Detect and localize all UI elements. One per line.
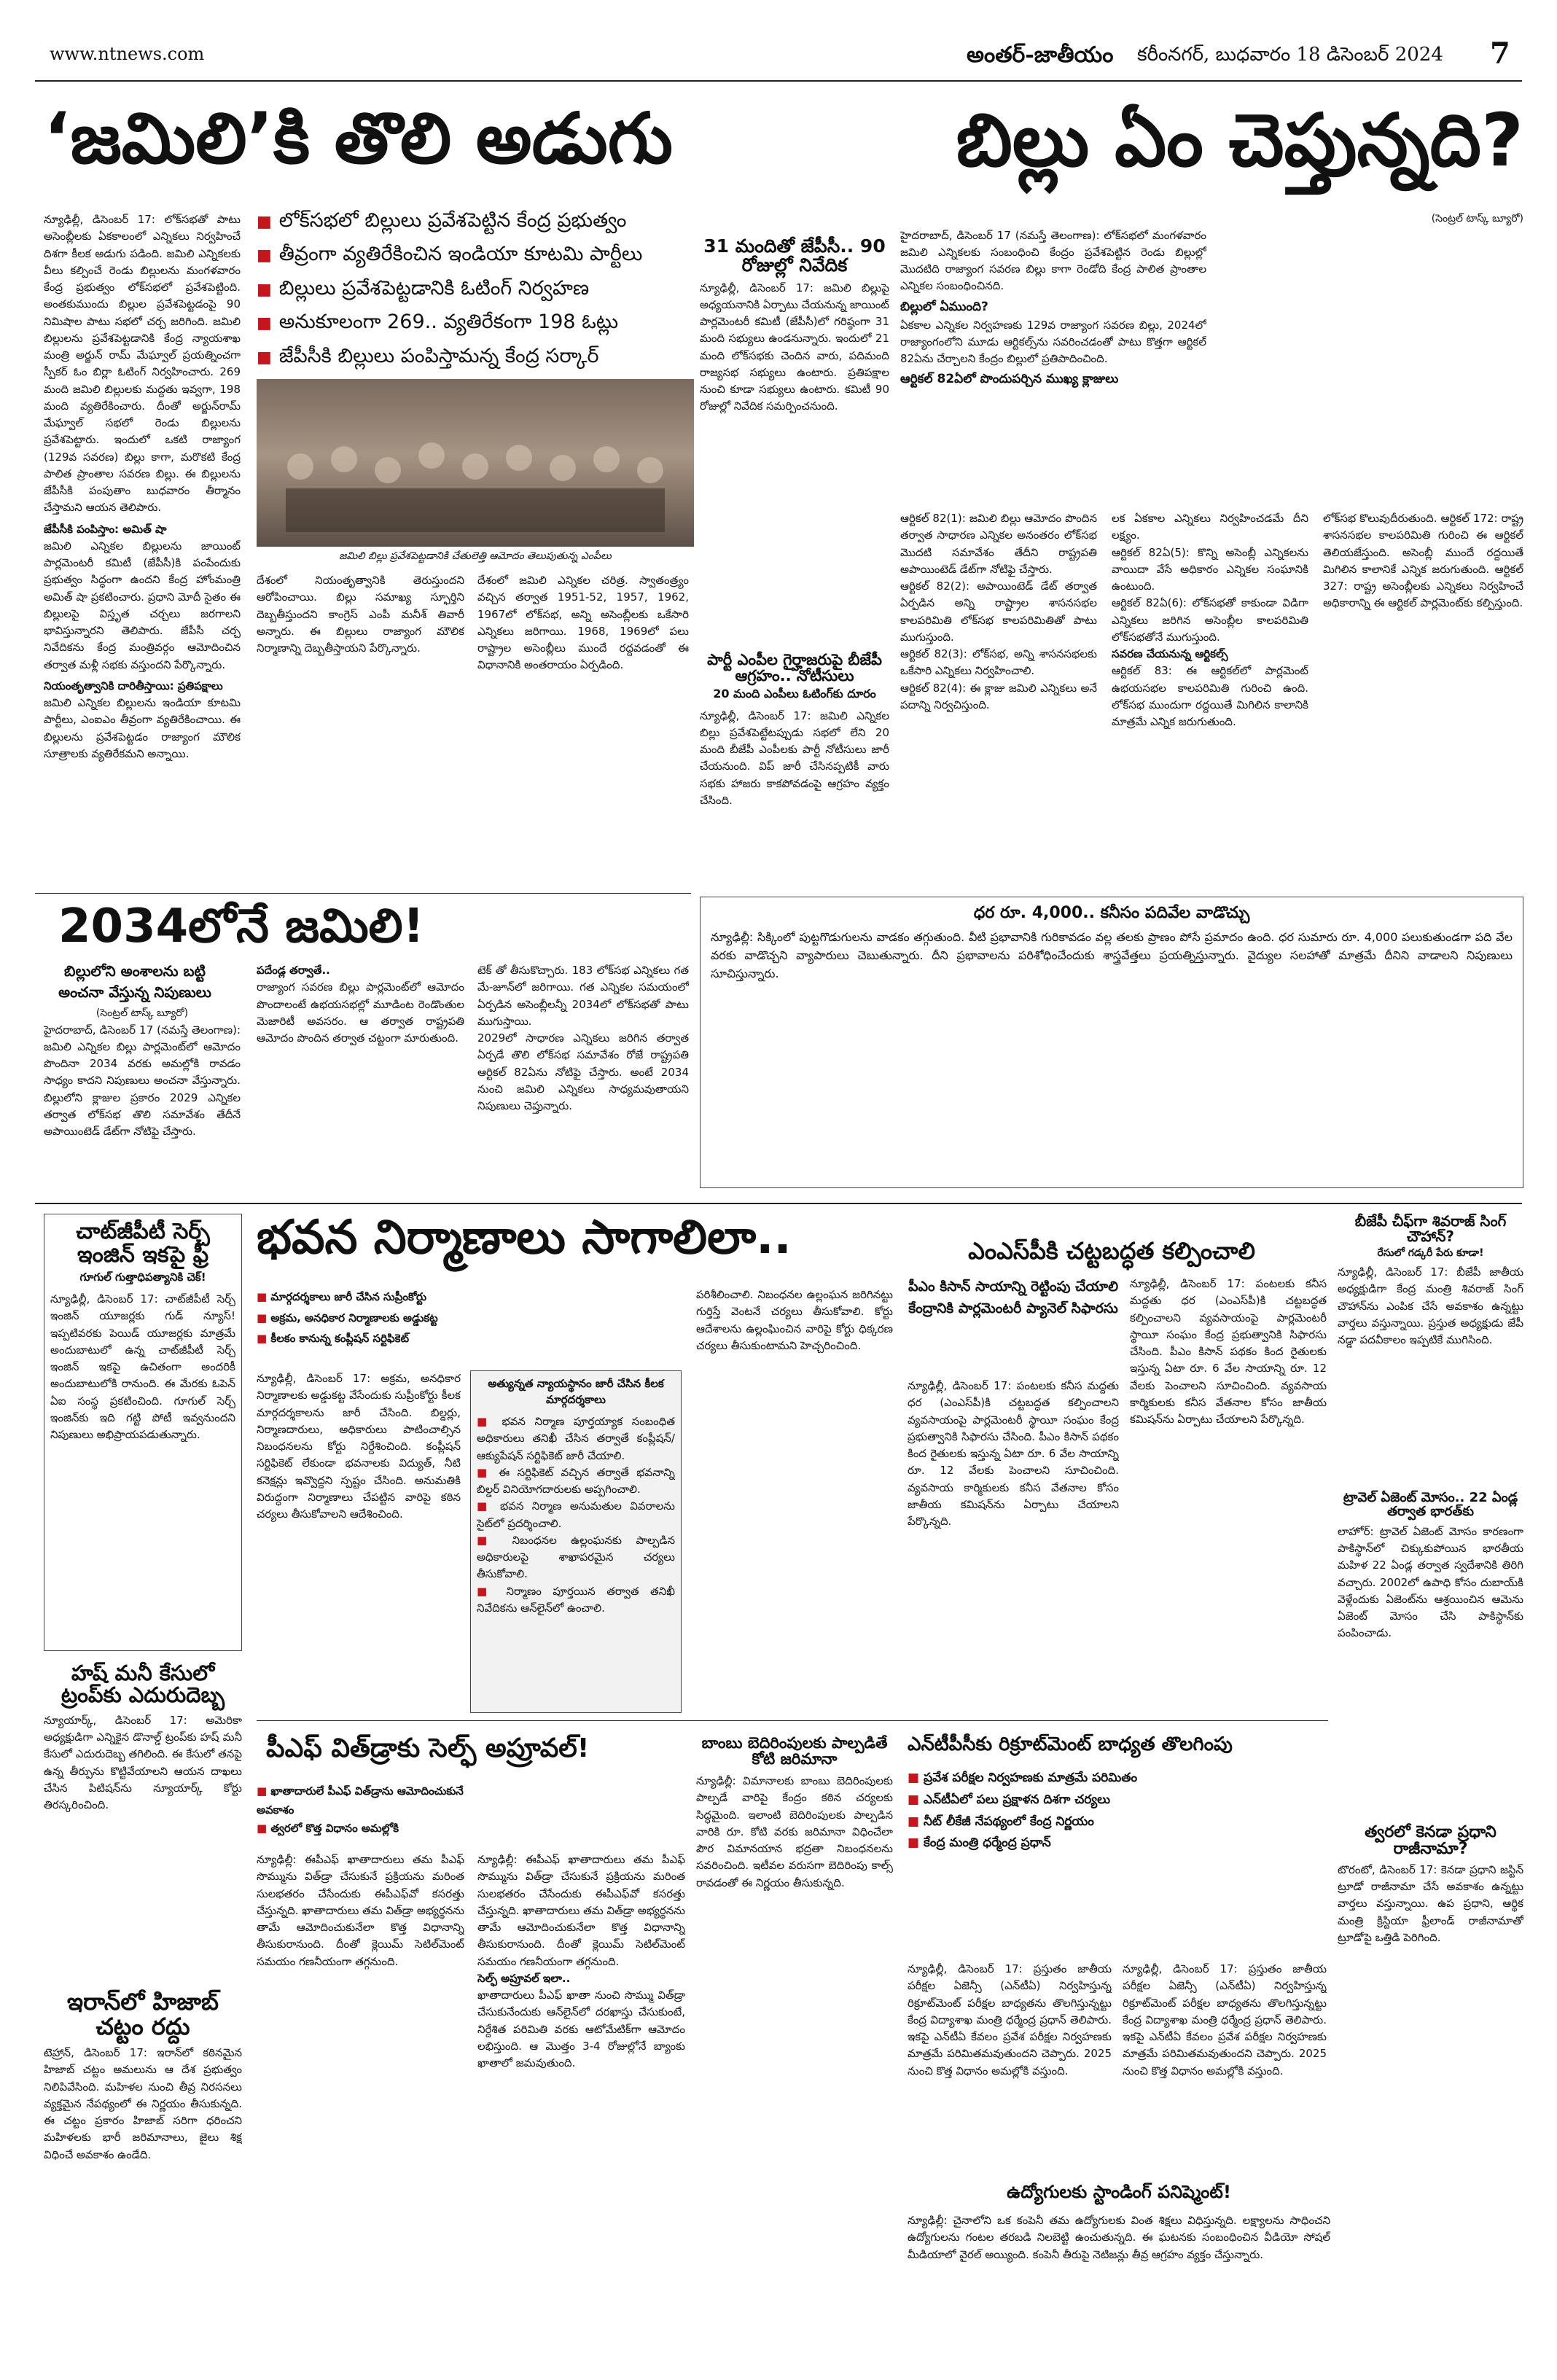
side-body: న్యూఢిల్లీ, డిసెంబర్‌ 17: జమిలి బిల్లుపై అధ్యయనానికి ఏర్పాటు చేయనున్న జాయింట్‌ పార్లమెంటరీ కమిటీ (జేపీసీ)లో గరిష్ఠంగా 31 మంది సభ్యులు ఉండనున్నారు. ఇందులో 21 మంది లోక్‌సభకు చెందిన వారు, పదిమంది రాజ్యసభ సభ్యులు ఉంటారు. ప్రతిపక్షాల నుంచి కూడా సభ్యులు ఉంటారు. కమిటీ 90 రోజుల్లో నివేదిక సమర్పించనుంది. [700,281,889,413]
pf-bullets [257,1782,475,1838]
canada-headline: త్వరలో కెనడా ప్రధాని రాజీనామా? [1365,1822,1496,1858]
pf-text: న్యూఢిల్లీ: ఈపీఎఫ్‌ ఖాతాదారులు తమ పీఎఫ్‌ సొమ్మును విత్‌డ్రా చేసుకునే ప్రక్రియను మరింత సులభతరం చేసేందుకు ఈపీఎఫ్‌వో కసరత్తు చేస్తున్నది. ఖాతాదారులు తమ విత్‌డ్రా అభ్యర్థనను తామే ఆమోదించుకునేలా కొత్త విధానాన్ని తీసుకురానుంది. దీంతో క్లెయిమ్‌ సెటిల్‌మెంట్‌ సమయం గణనీయంగా తగ్గనుంది. [477,1853,685,1968]
story-2034-text-4: 2029లో సాధారణ ఎన్నికలు జరిగిన తర్వాత ఏర్పడే తొలి లోక్‌సభ సమావేశం రోజే రాష్ట్రపతి ఆర్టికల్‌ 82ఏను నోటిఫై చేస్తారు. అంటే 2034 నుంచి జమిలి ఎన్నికలు సాధ్యమవుతాయని నిపుణులు చెప్తున్నారు. [477,1031,689,1112]
right-lead-question: బిల్లులో ఏముంది? [900,299,988,314]
story-box-cost [700,897,1523,1188]
bhavana-body: న్యూఢిల్లీ, డిసెంబర్‌ 17: అక్రమ, అనధికార నిర్మాణాలకు అడ్డుకట్ట వేసేందుకు సుప్రీంకోర్టు కీలక మార్గదర్శకాలను జారీ చేసింది. బిల్డర్లు, నిర్మాణదారులు, అధికారులు పాటించాల్సిన నిబంధనలను కోర్టు నిర్దేశించింది. కంప్లీషన్‌ సర్టిఫికెట్‌ లేకుండా భవనాలకు విద్యుత్‌, నీటి కనెక్షన్లు ఇవ్వొద్దని స్పష్టం చేసింది. అనుమతికి విరుద్ధంగా నిర్మాణాలు చేపట్టిన వారిపై కఠిన చర్యలు తీసుకోవాలని ఆదేశించింది. [257,1372,461,1521]
bhavana-guidelines-box [470,1370,682,1713]
guideline-item: ■ ఈ సర్టిఫికెట్‌ వచ్చిన తర్వాతే భవనాన్ని బిల్డర్‌ వినియోగదారులకు అప్పగించాలి. [477,1465,675,1496]
ntpc-body: న్యూఢిల్లీ, డిసెంబర్‌ 17: ప్రస్తుతం జాతీయ పరీక్షల ఏజెన్సీ (ఎన్‌టీఏ) నిర్వహిస్తున్న రిక్రూట్‌మెంట్‌ పరీక్షల బాధ్యతను తొలగిస్తున్నట్టు కేంద్ర విద్యాశాఖ మంత్రి ధర్మేంద్ర ప్రధాన్‌ తెలిపారు. ఇకపై ఎన్‌టీఏ కేవలం ప్రవేశ పరీక్షల నిర్వహణకు మాత్రమే పరిమితమవుతుందని చెప్పారు. 2025 నుంచి కొత్త విధానం అమల్లోకి వస్తుంది. [908,1962,1112,2077]
hush-headline: హష్‌ మనీ కేసులో ట్రంప్‌కు ఎదురుదెబ్బ [61,1661,225,1708]
section-title: అంతర్‌-జాతీయం [967,42,1114,68]
clause-intro: లక ఏకకాల ఎన్నికలు నిర్వహించడమే దీని లక్ష్యం. [1112,512,1308,542]
bhavana-bullets [257,1287,475,1349]
byline: (సెంట్రల్‌ టాస్క్‌ బ్యూరో) [1431,213,1523,225]
right-lead-question-2: ఆర్టికల్‌ 82ఏలో పొందుపర్చిన ముఖ్య క్లాజులు [900,372,1119,387]
guideline-item: ■ నిబంధనల ఉల్లంఘనకు పాల్పడిన అధికారులపై శాఖాపరమైన చర్యలు తీసుకోవాలి. [477,1533,675,1581]
lead-headline: ‘జమిలి’కి తొలి అడుగు [44,98,673,179]
pf-text-2: ఖాతాదారులు పీఎఫ్‌ ఖాతా నుంచి సొమ్ము విత్‌డ్రా చేసుకునేందుకు ఆన్‌లైన్‌లో దరఖాస్తు చేసుకుంటే, నిర్దేశిత పరిమితి వరకు ఆటోమేటిక్‌గా ఆమోదం లభిస్తుంది. ఆ మొత్తం 3-4 రోజుల్లోనే బ్యాంకు ఖాతాలో జమవుతుంది. [477,1989,685,2069]
lead-body-3: జమిలి ఎన్నికల బిల్లులను ఇండియా కూటమి పార్టీలు, ఎంఐఎం తీవ్రంగా వ్యతిరేకించాయి. ఈ బిల్లులను ప్రవేశపెట్టడం రాజ్యాంగ మౌలిక సూత్రాలకు వ్యతిరేకమని అన్నాయి. [44,696,241,760]
chatgpt-subheadline: గూగుల్‌ గుత్తాధిపత్యానికి చెక్‌! [79,1271,206,1284]
ntpc-bullet: ■ ఎన్‌టీఏలో పలు ప్రక్షాళన దిశగా చర్యలు [908,1792,1111,1807]
bhavana-bullet: ■ అక్రమ, అనధికార నిర్మాణాలకు అడ్డుకట్ట [257,1311,438,1324]
section-rule [35,1203,1522,1204]
clause-item: ఆర్టికల్‌ 83: ఈ ఆర్టికల్‌లో పార్లమెంట్‌ ఉభయసభల కాలపరిమితి గురించి ఉంది. లోక్‌సభ ముందుగా రద్దయితే మిగిలిన కాలానికి మాత్రమే ఎన్నిక జరుగుతుంది. [1112,664,1308,728]
clause-list-3: లోక్‌సభ కొలువుదీరుతుంది. ఆర్టికల్‌ 172: రాష్ట్ర శాసనసభల కాలపరిమితి గురించి ఈ ఆర్టికల్‌ తెలియజేస్తుంది. అసెంబ్లీ ముందే రద్దయితే మిగిలిన కాలానికే ఎన్నిక జరుగుతుంది. ఆర్టికల్‌ 327: రాష్ట్ర అసెంబ్లీలకు ఎన్నికలు నిర్వహించే అధికారాన్ని ఈ ఆర్టికల్‌ పార్లమెంట్‌కు కల్పిస్తుంది. [1323,512,1523,610]
right-lead-story [900,211,1523,389]
guidelines-title: అత్యున్నత న్యాయస్థానం జారీ చేసిన కీలక మార్గదర్శకాలు [488,1377,664,1406]
bjp-body: న్యూఢిల్లీ, డిసెంబర్‌ 17: బీజేపీ జాతీయ అధ్యక్షుడిగా కేంద్ర మంత్రి శివరాజ్‌ సింగ్‌ చౌహాన్‌ను ఎంపిక చేసే అవకాశం ఉన్నట్టు వార్తలు వస్తున్నాయి. ప్రస్తుత అధ్యక్షుడు జేపీ నడ్డా పదవీకాలం ఇప్పటికే ముగిసింది. [1338,1265,1523,1346]
pf-body: న్యూఢిల్లీ: ఈపీఎఫ్‌ ఖాతాదారులు తమ పీఎఫ్‌ సొమ్మును విత్‌డ్రా చేసుకునే ప్రక్రియను మరింత సులభతరం చేసేందుకు ఈపీఎఫ్‌వో కసరత్తు చేస్తున్నది. ఖాతాదారులు తమ విత్‌డ్రా అభ్యర్థనను తామే ఆమోదించుకునేలా కొత్త విధానాన్ని తీసుకురానుంది. దీంతో క్లెయిమ్‌ సెటిల్‌మెంట్‌ సమయం గణనీయంగా తగ్గనుంది. [257,1853,464,1968]
lead-photo-caption: జమిలి బిల్లు ప్రవేశపెట్టడానికి చేతులెత్తి ఆమోదం తెలుపుతున్న ఎంపీలు [339,550,612,562]
clause-item: ఆర్టికల్‌ 82ఏ(5): కొన్ని అసెంబ్లీ ఎన్నికలను వాయిదా వేసే అధికారం ఎన్నికల సంఘానికి ఉంటుంది. [1112,545,1308,593]
lead-bullet: ■ బిల్లులు ప్రవేశపెట్టడానికి ఓటింగ్‌ నిర్వహణ [257,276,590,300]
parliament-photo-icon [257,379,694,547]
side-story-jpc [700,237,889,868]
ntpc-bullet: ■ ప్రవేశ పరీక్షల నిర్వహణకు మాత్రమే పరిమితం [908,1771,1138,1785]
page-number: 7 [1490,36,1510,71]
story-2034-headline: 2034లోనే జమిలి! [58,900,424,953]
clause-subhead: సవరణ చేయనున్న ఆర్టికల్స్‌ [1112,647,1228,660]
chatgpt-body: న్యూఢిల్లీ, డిసెంబర్‌ 17: చాట్‌జీపీటీ సెర్చ్‌ ఇంజిన్‌ యూజర్లకు గుడ్‌ న్యూస్‌! ఇప్పటివరకు పెయిడ్‌ యూజర్లకు మాత్రమే అందుబాటులో ఉన్న చాట్‌జీపీటీ సెర్చ్‌ ఇంజిన్‌ ఇకపై ఉచితంగా అందరికీ అందుబాటులోకి రానుంది. ఈ మేరకు ఓపెన్‌ ఏఐ సంస్థ ప్రకటించింది. గూగుల్‌ సెర్చ్‌ ఇంజిన్‌కు ఇది గట్టి పోటీ ఇవ్వనుందని నిపుణులు అభిప్రాయపడుతున్నారు. [50,1292,235,1441]
pf-subhead: సెల్ఫ్‌ అప్రూవల్‌ ఇలా.. [477,1971,571,1985]
lead-headline-right: బిల్లు ఏం చెప్తున్నది? [956,98,1523,183]
lead-subhead-2: నియంతృత్వానికి దారితీస్తాయి: ప్రతిపక్షాలు [44,679,223,692]
bhavana-body-2: పరిశీలించాలి. నిబంధనల ఉల్లంఘన జరిగినట్టు గుర్తిస్తే వెంటనే చర్యలు తీసుకోవాలి. కోర్టు ఆదేశాలను ఉల్లంఘించిన వారిపై కోర్టు ధిక్కరణ చర్యలు తీసుకుంటామని హెచ్చరించింది. [696,1288,893,1352]
box-body: న్యూఢిల్లీ: సిక్కింలో పుట్టగొడుగులను వాడకం తగ్గుతుంది. వీటి ప్రభావానికి గురికావడం వల్ల తలకు ప్రాణం పోసే ప్రమాదం ఉంది. ధర సుమారు రూ. 4,000 పలుకుతుండగా పది వేల వరకు వాడొచ్చని వ్యాపారులు చెబుతున్నారు. దీని ప్రభావాలను పరిశోధించేందుకు శాస్త్రవేత్తలు ప్రయత్నిస్తున్నారు. వైద్యుల సలహాతో మాత్రమే దీనిని వాడాలని నిపుణులు సూచిస్తున్నారు. [711,930,1513,980]
travel-body: లాహోర్‌: ట్రావెల్‌ ఏజెంట్‌ మోసం కారణంగా పాకిస్థాన్‌లో చిక్కుకుపోయిన భారతీయ మహిళ 22 ఏండ్ల తర్వాత స్వదేశానికి తిరిగి వచ్చారు. 2002లో ఉపాధి కోసం దుబాయ్‌కి వెళ్లేందుకు ఏజెంట్‌ను ఆశ్రయించిన ఆమెను ఏజెంట్‌ మోసం చేసి పాకిస్థాన్‌కు పంపించాడు. [1338,1524,1523,1640]
chatgpt-headline: చాట్‌జీపీటీ సెర్చ్‌ ఇంజిన్‌ ఇకపై ఫ్రీ [76,1219,210,1268]
clause-list-2 [1112,510,1308,875]
msp-headline: ఎంఎస్‌పీకి చట్టబద్ధత కల్పించాలి [968,1237,1255,1265]
ntpc-bullet: ■ కేంద్ర మంత్రి ధర్మేంద్ర ప్రధాన్‌ [908,1835,1051,1851]
story-2034-subheadline: బిల్లులోని అంశాలను బట్టి అంచనా వేస్తున్న నిపుణులు [58,962,211,1001]
standing-headline: ఉద్యోగులకు స్టాండింగ్‌ పనిష్మెంట్‌! [1007,2182,1231,2202]
clause-item: ఆర్టికల్‌ 82(2): అపాయింటెడ్‌ డేట్‌ తర్వాత ఏర్పడిన అన్ని రాష్ట్రాల శాసనసభల కాలపరిమితి లోక్‌సభ కాలపరిమితితో పాటు ముగుస్తుంది. [900,580,1097,644]
page-header [35,35,1522,79]
pf-body-2 [477,1852,685,2325]
bhavana-bullet: ■ మార్గదర్శకాలు జారీ చేసిన సుప్రీంకోర్టు [257,1290,427,1303]
pf-bullet: ■ ఖాతాదారులే పీఎఫ్‌ విత్‌డ్రాను ఆమోదించుకునే అవకాశం [257,1784,464,1817]
guideline-item: ■ భవన నిర్మాణ పూర్తయ్యాక సంబంధిత అధికారులు తనిఖీ చేసిన తర్వాతే కంప్లీషన్‌/ఆక్యుపేషన్‌ సర్టిఫికెట్‌ జారీ చేయాలి. [477,1415,675,1462]
side-title-2: పార్టీ ఎంపీల గైర్హాజరుపై బీజేపీ ఆగ్రహం.. నోటీసులు [707,650,882,684]
site-url[interactable]: www.ntnews.com [50,44,205,64]
msp-subheadline: పీఎం కిసాన్‌ సాయాన్ని రెట్టింపు చేయాలి కేంద్రానికి పార్లమెంటరీ ప్యానెల్‌ సిఫారసు [908,1279,1119,1317]
clause-item: ఆర్టికల్‌ 82(3): లోక్‌సభ, అన్ని శాసనసభలకు ఒకేసారి ఎన్నికలు నిర్వహించాలి. [900,647,1097,678]
story-iran [44,1990,242,2329]
story-bomb-threat [696,1735,893,2298]
bomb-headline: బాంబు బెదిరింపులకు పాల్పడితే కోటి జరిమానా [701,1734,888,1768]
clause-item: ఆర్టికల్‌ 82(4): ఈ క్లాజు జమిలి ఎన్నికలు అనే పదాన్ని నిర్వచిస్తుంది. [900,681,1097,711]
box-headline: ధర రూ. 4,000.. కనీసం పదివేల వాడొచ్చు [973,904,1250,922]
ntpc-bullets [908,1768,1163,1854]
lead-bullet: ■ లోక్‌సభలో బిల్లులు ప్రవేశపెట్టిన కేంద్ర ప్రభుత్వం [257,209,627,232]
clause-item: ఆర్టికల్‌ 82ఏ(6): లోక్‌సభతో కాకుండా విడిగా ఎన్నికలు జరిగిన అసెంబ్లీల కాలపరిమితి లోక్‌సభతోనే ముగుస్తుంది. [1112,596,1308,644]
lead-column-mid: దేశంలో నియంతృత్వానికి తెరుస్తుందని ఆరోపించాయి. బిల్లు సమాఖ్య స్ఫూర్తిని దెబ్బతీస్తుందని కాంగ్రెస్‌ ఎంపీ మనీశ్‌ తివారీ అన్నారు. ఈ బిల్లులు రాజ్యాంగ మౌలిక నిర్మాణాన్ని దెబ్బతీస్తాయని పేర్కొన్నారు. [257,574,464,655]
story-2034-col2 [257,962,464,1188]
ntpc-headline: ఎన్‌టీపీసీకు రిక్రూట్‌మెంట్‌ బాధ్యత తొలగింపు [908,1733,1233,1755]
lead-subhead: జేపీసీకి పంపిస్తాం: అమిత్‌ షా [44,522,167,536]
bomb-body: న్యూఢిల్లీ: విమానాలకు బాంబు బెదిరింపులకు పాల్పడే వారిపై కేంద్రం కఠిన చర్యలకు సిద్ధమైంది. ఇలాంటి బెదిరింపులకు పాల్పడిన వారికి రూ. కోటి వరకు జరిమానా విధించేలా పౌర విమానయాన భద్రతా నిబంధనలను సవరించింది. ఇటీవల వరుసగా బెదిరింపు కాల్స్‌ రావడంతో ఈ నిర్ణయం తీసుకున్నది. [696,1774,893,1889]
lead-body: న్యూఢిల్లీ, డిసెంబర్‌ 17: లోక్‌సభతో పాటు అసెంబ్లీలకు ఏకకాలంలో ఎన్నికలు నిర్వహించే దిశగా కీలక అడుగు పడింది. జమిలి ఎన్నికలకు వీలు కల్పించే రెండు బిల్లులను మంగళవారం కేంద్ర ప్రభుత్వం లోక్‌సభలో ప్రవేశపెట్టింది. అంతకుముందు బిల్లుల ప్రవేశపెట్టడంపై 90 నిమిషాల పాటు సభలో చర్చ జరిగింది. జమిలి బిల్లులను ప్రవేశపెట్టడానికి కేంద్ర న్యాయశాఖ మంత్రి అర్జున్‌ రామ్‌ మేఘ్వాల్‌ ప్రయత్నించగా స్పీకర్‌ ఓం బిర్లా ఓటింగ్‌ నిర్వహించారు. 269 మంది జమిలి బిల్లులకు మద్దతు ఇవ్వగా, 198 మంది వ్యతిరేకించారు. దీంతో అర్జున్‌రామ్‌ మేఘ్వాల్‌ సభలో రెండు బిల్లులను ప్రవేశపెట్టారు. ఇందులో ఒకటి రాజ్యాంగ (129వ సవరణ) బిల్లు కాగా, మరొకటి కేంద్ర పాలిత ప్రాంతాల సవరణ బిల్లు. ఈ బిల్లులను జేపీసీకి పంపుతాం బుధవారం తీర్మానం చేస్తామని ఆయన తెలిపారు. [44,213,241,515]
iran-headline: ఇరాన్‌లో హిజాబ్‌ చట్టం రద్దు [67,1988,219,2040]
byline: (సెంట్రల్‌ టాస్క్‌ బ్యూరో) [95,1007,189,1019]
lead-photo [257,379,694,547]
iran-body: టెహ్రాన్‌, డిసెంబర్‌ 17: ఇరాన్‌లో కఠినమైన హిజాబ్‌ చట్టం అమలును ఆ దేశ ప్రభుత్వం నిలిపివేసింది. మహిళల నుంచి తీవ్ర నిరసనలు వ్యక్తమైన నేపథ్యంలో ఈ నిర్ణయం తీసుకున్నది. ఈ చట్టం ప్రకారం హిజాబ్‌ సరిగా ధరించని మహిళలకు భారీ జరిమానాలు, జైలు శిక్ష విధించే అవకాశం ఉండేది. [44,2046,242,2161]
bjp-subheadline: రేసులో గడ్కరీ పేరు కూడా! [1377,1247,1484,1259]
ntpc-body-2: న్యూఢిల్లీ, డిసెంబర్‌ 17: ప్రస్తుతం జాతీయ పరీక్షల ఏజెన్సీ (ఎన్‌టీఏ) నిర్వహిస్తున్న రిక్రూట్‌మెంట్‌ పరీక్షల బాధ్యతను తొలగిస్తున్నట్టు కేంద్ర విద్యాశాఖ మంత్రి ధర్మేంద్ర ప్రధాన్‌ తెలిపారు. ఇకపై ఎన్‌టీఏ కేవలం ప్రవేశ పరీక్షల నిర్వహణకు మాత్రమే పరిమితమవుతుందని చెప్పారు. 2025 నుంచి కొత్త విధానం అమల్లోకి వస్తుంది. [1123,1962,1327,2077]
bhavana-bullet: ■ కీలకం కానున్న కంప్లీషన్‌ సర్టిఫికెట్‌ [257,1332,410,1345]
guidelines-list [477,1413,675,1705]
clause-list [900,510,1097,875]
bhavana-headline: భవన నిర్మాణాలు సాగాలిలా.. [257,1211,792,1265]
hush-body: న్యూయార్క్‌, డిసెంబర్‌ 17: అమెరికా అధ్యక్షుడిగా ఎన్నికైన డొనాల్డ్‌ ట్రంప్‌కు హష్‌ మనీ కేసులో ఎదురుదెబ్బ తగిలింది. ఈ కేసులో తనపై ఉన్న తీర్పును కొట్టివేయాలని ఆయన దాఖలు చేసిన పిటిషన్‌ను న్యూయార్క్‌ కోర్టు తిరస్కరించింది. [44,1713,242,1812]
header-rule [35,80,1522,82]
lead-bullets [257,204,694,373]
story-2034-body [44,1006,241,1188]
story-chatgpt [44,1214,242,1651]
right-lead-body: హైదరాబాద్‌, డిసెంబర్‌ 17 (నమస్తే తెలంగాణ): లోక్‌సభలో మంగళవారం జమిలి ఎన్నికలకు సంబంధించి కేంద్రం ప్రవేశపెట్టిన రెండు బిల్లుల్లో మొదటిది రాజ్యాంగ సవరణ బిల్లు కాగా రెండోది కేంద్ర పాలిత ప్రాంతాల ఎన్నికల సంబంధించినది. [900,228,1206,293]
story-2034-text-2: రాజ్యాంగ సవరణ బిల్లు పార్లమెంట్‌లో ఆమోదం పొందాలంటే ఉభయసభల్లో మూడింట రెండొంతుల మెజారిటీ అవసరం. ఆ తర్వాత రాష్ట్రపతి ఆమోదం పొందిన తర్వాత చట్టంగా మారుతుంది. [257,980,464,1045]
ntpc-bullet: ■ నీట్‌ లీకేజీ నేపథ్యంలో కేంద్ర నిర్ణయం [908,1814,1094,1829]
lead-bullet: ■ తీవ్రంగా వ్యతిరేకించిన ఇండియా కూటమి పార్టీలు [257,243,643,266]
divider [35,893,691,894]
story-2034-subhead: పదేండ్ల తర్వాతే.. [257,964,330,977]
guideline-item: ■ భవన నిర్మాణ అనుమతుల వివరాలను సైట్‌లో ప్రదర్శించాలి. [477,1499,675,1530]
lead-body-2: జమిలి ఎన్నికల బిల్లులను జాయింట్‌ పార్లమెంటరీ కమిటీ (జేపీసీ)కి పంపేందుకు ప్రభుత్వం సిద్ధంగా ఉందని కేంద్ర హోంమంత్రి అమిత్‌ షా ప్రకటించారు. ప్రధాని మోదీ సైతం ఈ బిల్లులపై విస్తృత చర్చలు జరగాలని భావిస్తున్నారని తెలిపారు. జేపీసీ చర్చ నివేదికను కేంద్ర మంత్రివర్గం ఆమోదించిన తర్వాత మళ్లీ సభకు వస్తుందని పేర్కొన్నారు. [44,539,241,671]
side-title: 31 మందితో జేపీసీ.. 90 రోజుల్లో నివేదిక [703,235,886,276]
standing-body: న్యూఢిల్లీ: చైనాలోని ఒక కంపెనీ తమ ఉద్యోగులకు వింత శిక్షలు విధిస్తున్నది. లక్ష్యాలను సాధించని ఉద్యోగులను గంటల తరబడి నిలబెట్టి ఉంచుతున్నది. ఈ ఘటనకు సంబంధించిన వీడియో సోషల్‌ మీడియాలో వైరల్‌ అయ్యింది. కంపెనీ తీరుపై నెటిజన్లు తీవ్ర ఆగ్రహం వ్యక్తం చేస్తున్నారు. [908,2214,1330,2261]
guideline-item: ■ నిర్మాణం పూర్తయిన తర్వాత తనిఖీ నివేదికను ఆన్‌లైన్‌లో ఉంచాలి. [477,1584,675,1615]
dateline: కరీంనగర్‌, బుధవారం 18 డిసెంబర్‌ 2024 [1137,44,1443,66]
story-2034-text: హైదరాబాద్‌, డిసెంబర్‌ 17 (నమస్తే తెలంగాణ): జమిలి ఎన్నికల బిల్లు పార్లమెంట్‌లో ఆమోదం పొందినా 2034 వరకు అమల్లోకి రావడం సాధ్యం కాదని నిపుణులు అంచనా వేస్తున్నారు. బిల్లులోని క్లాజుల ప్రకారం 2029 ఎన్నికల తర్వాత లోక్‌సభ తొలి సమావేశం తేదీనే అపాయింటెడ్‌ డేట్‌గా నోటిఫై చేస్తారు. [44,1023,241,1139]
right-lead-body-2: ఏకకాల ఎన్నికల నిర్వహణకు 129వ రాజ్యాంగ సవరణ బిల్లు, 2024లో రాజ్యాంగంలోని మూడు ఆర్టికల్స్‌ను సవరించడంతో పాటు కొత్తగా ఆర్టికల్‌ 82ఏను చేర్చాలని కేంద్రం బిల్లులో ప్రతిపాదించింది. [900,318,1206,366]
bjp-headline: బీజేపీ చీఫ్‌గా శివరాజ్‌ సింగ్‌ చౌహాన్‌? [1354,1212,1507,1245]
pf-bullet: ■ త్వరలో కొత్త విధానం అమల్లోకి [257,1822,399,1835]
msp-body-2: న్యూఢిల్లీ, డిసెంబర్‌ 17: పంటలకు కనీస మద్దతు ధర (ఎంఎస్‌పీ)కి చట్టబద్ధత కల్పించాలని వ్యవసాయంపై పార్లమెంటరీ స్థాయీ సంఘం కేంద్ర ప్రభుత్వానికి సిఫారసు చేసింది. పీఎం కిసాన్‌ పథకం కింద రైతులకు ఇస్తున్న ఏటా రూ. 6 వేల సాయాన్ని రూ. 12 వేలకు పెంచాలని సూచించింది. వ్యవసాయ కార్మికులకు కనీస వేతనాల కోసం జాతీయ కమిషన్‌ను ఏర్పాటు చేయాలని పేర్కొన్నది. [1130,1277,1327,1426]
lead-bullet: ■ అనుకూలంగా 269.. వ్యతిరేకంగా 198 ఓట్లు [257,311,619,334]
travel-headline: ట్రావెల్‌ ఏజెంట్‌ మోసం.. 22 ఏండ్ల తర్వాత భారత్‌కు [1343,1490,1518,1519]
divider [257,1720,1328,1721]
lead-bullet: ■ జేపీసీకి బిల్లులు పంపిస్తామన్న కేంద్ర సర్కార్‌ [257,344,599,367]
side-subtitle-2: 20 మంది ఎంపీలు ఓటింగ్‌కు దూరం [713,686,876,701]
story-bjp [1338,1214,1523,2168]
clause-item: ఆర్టికల్‌ 82(1): జమిలి బిల్లు ఆమోదం పొందిన తర్వాత సాధారణ ఎన్నికల అనంతరం లోక్‌సభ మొదటి సమావేశం తేదీని రాష్ట్రపతి అపాయింటెడ్‌ డేట్‌గా నోటిఫై చేస్తారు. [900,512,1097,576]
canada-body: టొరంటో, డిసెంబర్‌ 17: కెనడా ప్రధాని జస్టిన్‌ ట్రూడో రాజీనామా చేసే అవకాశం ఉన్నట్టు వార్తలు వస్తున్నాయి. ఉప ప్రధాని, ఆర్థిక మంత్రి క్రిస్టియా ఫ్రీలాండ్‌ రాజీనామాతో ట్రూడోపై ఒత్తిడి పెరిగింది. [1338,1862,1523,1944]
pf-headline: పీఎఫ్‌ విత్‌డ్రాకు సెల్ఫ్‌ అప్రూవల్‌! [266,1733,590,1763]
msp-body: న్యూఢిల్లీ, డిసెంబర్‌ 17: పంటలకు కనీస మద్దతు ధర (ఎంఎస్‌పీ)కి చట్టబద్ధత కల్పించాలని వ్యవసాయంపై పార్లమెంటరీ స్థాయీ సంఘం కేంద్ర ప్రభుత్వానికి సిఫారసు చేసింది. పీఎం కిసాన్‌ పథకం కింద రైతులకు ఇస్తున్న ఏటా రూ. 6 వేల సాయాన్ని రూ. 12 వేలకు పెంచాలని సూచించింది. వ్యవసాయ కార్మికులకు కనీస వేతనాల కోసం జాతీయ కమిషన్‌ను ఏర్పాటు చేయాలని పేర్కొన్నది. [908,1379,1119,1528]
story-hush-money [44,1662,242,1938]
story-2034-text-3: టెక్‌ తో తీసుకొచ్చారు. 183 లోక్‌సభ ఎన్నికలు గత మే-జూన్‌లో జరిగాయి. గత ఎన్నికల సమయంలో ఏర్పడిన అసెంబ్లీలన్నీ 2034లో లోక్‌సభతో పాటు ముగుస్తాయి. [477,964,689,1028]
lead-column-mid-2: దేశంలో జమిలి ఎన్నికల చరిత్ర. స్వాతంత్ర్యం వచ్చిన తర్వాత 1951-52, 1957, 1962, 1967లో లోక్‌సభ, అన్ని అసెంబ్లీలకు ఒకేసారి ఎన్నికలు జరిగాయి. 1968, 1969లో పలు రాష్ట్రాల అసెంబ్లీలు ముందే రద్దవడంతో ఈ విధానానికి అంతరాయం ఏర్పడింది. [477,574,689,672]
side-body-2: న్యూఢిల్లీ, డిసెంబర్‌ 17: జమిలి ఎన్నికల బిల్లు ప్రవేశపెట్టేటప్పుడు సభలో లేని 20 మంది బీజేపీ ఎంపీలకు పార్టీ నోటీసులు జారీ చేయనుంది. విప్‌ జారీ చేసినప్పటికీ వారు సభకు హాజరు కాకపోవడంపై ఆగ్రహం వ్యక్తం చేసింది. [700,709,889,807]
story-2034-col3 [477,962,689,1188]
